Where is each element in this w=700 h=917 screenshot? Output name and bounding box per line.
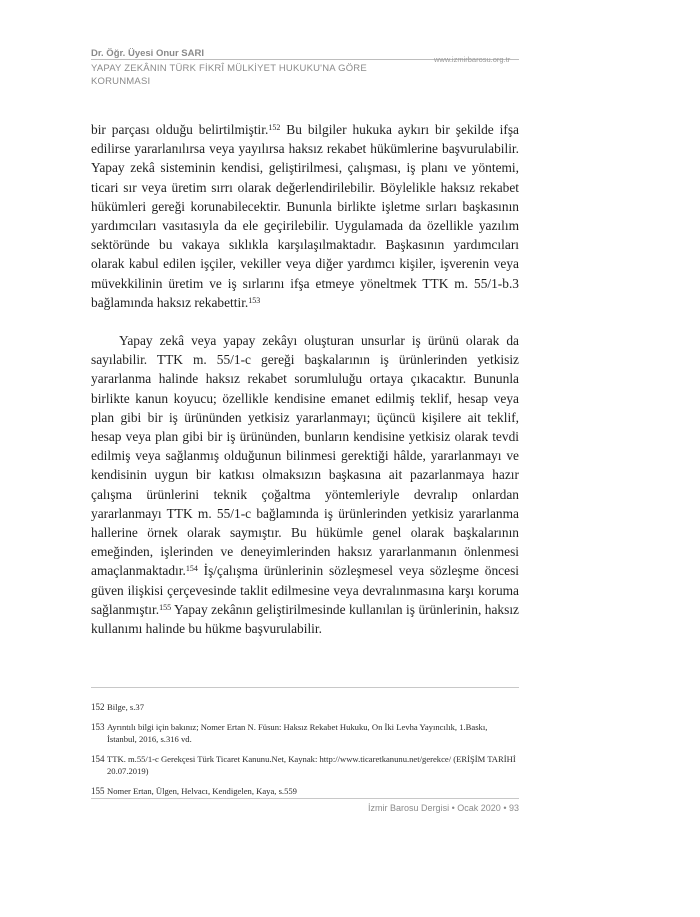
header-title: YAPAY ZEKÂNIN TÜRK FİKRÎ MÜLKİYET HUKUKU'NA GÖRE KORUNMASI bbox=[91, 63, 367, 87]
footnote-rule bbox=[91, 687, 519, 688]
header-url: www.izmirbarosu.org.tr bbox=[434, 55, 511, 64]
footnote-152: 152 Bilge, s.37 bbox=[91, 702, 145, 712]
footnotes bbox=[91, 701, 519, 804]
footnote-154: 154 TTK. m.55/1-c Gerekçesi Türk Ticaret Kanunu.Net, Kaynak: http://www.ticaretkanunu.net/gerekce/ (ERİŞİM TARİHİ 20.07.2019) bbox=[91, 753, 516, 776]
footnote-153: 153 Ayrıntılı bilgi için bakınız; Nomer Ertan N. Füsun: Haksız Rekabet Hukuku, On İki Levha Yayıncılık, 1.Baskı, İstanbul, 2016, s.316 vd. bbox=[91, 721, 488, 744]
footer-issue: Ocak 2020 bbox=[457, 803, 501, 813]
footer-rule bbox=[91, 798, 519, 799]
footnote-ref-154: 154 bbox=[185, 564, 198, 574]
footer-journal: İzmir Barosu Dergisi bbox=[368, 803, 450, 813]
page-footer bbox=[368, 803, 519, 813]
paragraph-2: Yapay zekâ veya yapay zekâyı oluşturan unsurlar iş ürünü olarak da sayılabilir. TTK m. 55/1-c gereği başkalarının iş ürünlerinden yetkisiz yararlanma halinde haksız rekabet sorumluluğu ortaya çıkacaktır. Bununla birlikte kanun koyucu; özellikle kendisine emanet edilmiş teklif, hesap veya plan gibi bir iş ürününden yetkisiz yararlanmayı; üçüncü kişilere ait teklif, hesap veya plan gibi bir iş ürününden, bunların kendisine yetkisiz olarak tevdi edilmiş veya sağlanmış olduğunun bilinmesi gerektiği hâlde, yararlanmayı ve kendisinin uygun bir katkısı olmaksızın başkasına ait pazarlanmaya hazır çalışma ürünlerini teknik çoğaltma yöntemleriyle devralıp onlardan yararlanmayı TTK m. 55/1-c bağlamında iş ürünlerinden yetkisiz yararlanma hallerine örnek olarak saymıştır. Bu hükümle genel olarak başkalarının emeğinden, işlerinden ve deneyimlerinden haksız yararlanmanın önlenmesi amaçlanmaktadır.$^{154}$ İş/çalışma ürünlerinin sözleşmesel veya sözleşme öncesi güven ilişkisi çerçevesinde taklit edilmesine veya devralınmasına karşı koruma sağlanmıştır.$^{155}$ Yapay zekânın geliştirilmesinde kullanılan iş ürünlerinin, haksız kullanımı halinde bu hükme başvurulabilir. bbox=[91, 333, 519, 637]
header-author: Dr. Öğr. Üyesi Onur SARI bbox=[91, 48, 204, 59]
footer-separator: • bbox=[503, 803, 507, 813]
paragraph-1: bir parçası olduğu belirtilmiştir.$^{152}$ Bu bilgiler hukuka aykırı bir şekilde ifşa edilirse yararlanılırsa veya yayılırsa haksız rekabet hükümlerine başvurulabilir. Yapay zekâ sisteminin kendisi, geliştirilmesi, çalışması, iş planı ve yöntemi, ticari sır veya üretim sırrı olarak değerlendirilebilir. Böylelikle haksız rekabet hükümleri gereği korunabilecektir. Bununla birlikte işletme sırları başkasının yardımcıları vasıtasıyla da ele geçirilebilir. Uygulamada da özellikle yazılım sektöründe bu vakaya sıklıkla karşılaşılmaktadır. Başkasının yardımcıları olarak kabul edilen işçiler, vekiller veya diğer yardımcı kişiler, işverenin veya müvekkilinin üretim ve iş sırlarını ifşa etmeye yöneltmek TTK m. 55/1-b.3 bağlamında haksız rekabettir.$^{153}$ bbox=[91, 122, 519, 310]
footnote-155: 155 Nomer Ertan, Ülgen, Helvacı, Kendigelen, Kaya, s.559 bbox=[91, 785, 297, 796]
footer-page-number: 93 bbox=[508, 803, 519, 813]
footnote-ref-155: 155 bbox=[159, 602, 172, 612]
footnote-ref-153: 153 bbox=[248, 295, 261, 305]
footer-separator: • bbox=[451, 803, 455, 813]
main-text bbox=[91, 120, 519, 638]
footnote-ref-152: 152 bbox=[268, 123, 281, 132]
